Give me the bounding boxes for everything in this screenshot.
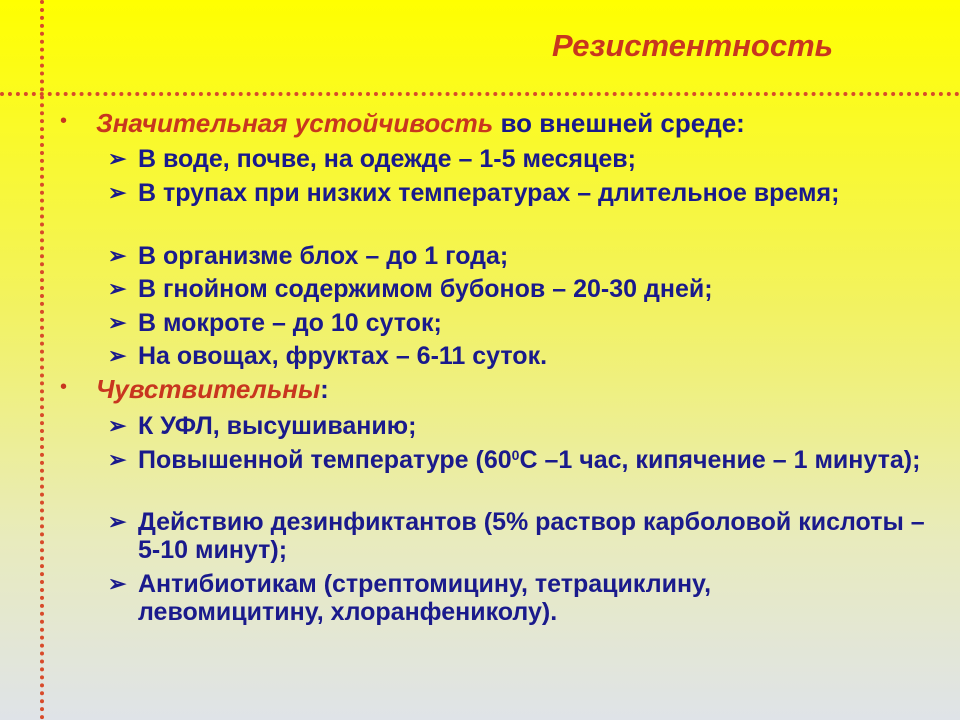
degree-superscript: 0 [511, 447, 520, 463]
arrow-bullet-icon: ➢ [108, 243, 127, 268]
list-item: В организме блох – до 1 года; [138, 242, 509, 270]
arrow-bullet-icon: ➢ [108, 180, 127, 205]
vertical-dotted-line [40, 0, 44, 720]
heading-emphasis: Чувствительны [96, 374, 321, 404]
arrow-bullet-icon: ➢ [108, 509, 127, 534]
heading-rest: во внешней среде: [493, 108, 745, 138]
temp-text-after: С –1 час, кипячение – 1 минута); [519, 446, 921, 474]
bullet-icon: • [60, 110, 68, 132]
heading-emphasis: Значительная устойчивость [96, 108, 494, 138]
list-item: К УФЛ, высушиванию; [138, 412, 417, 440]
list-item: В мокроте – до 10 суток; [138, 309, 442, 337]
list-item: Антибиотикам (стрептомицину, тетрациклину, левомицитину, хлоранфениколу). [138, 570, 712, 626]
list-item: В гнойном содержимом бубонов – 20-30 дней; [138, 275, 713, 303]
section-heading-sensitivity [96, 374, 329, 404]
list-item: Действию дезинфиктантов (5% раствор карболовой кислоты – 5-10 минут); [138, 508, 925, 564]
list-item: В воде, почве, на одежде – 1-5 месяцев; [138, 145, 636, 173]
bullet-icon: • [60, 376, 68, 398]
list-item: В трупах при низких температурах – длительное время; [138, 179, 840, 207]
list-item: На овощах, фруктах – 6-11 суток. [138, 342, 548, 370]
list-item [138, 446, 938, 474]
arrow-bullet-icon: ➢ [108, 276, 127, 301]
horizontal-dotted-line [0, 92, 960, 96]
arrow-bullet-icon: ➢ [108, 447, 127, 472]
heading-rest: : [320, 374, 329, 404]
arrow-bullet-icon: ➢ [108, 413, 127, 438]
arrow-bullet-icon: ➢ [108, 146, 127, 171]
section-heading-resistance [96, 108, 745, 138]
arrow-bullet-icon: ➢ [108, 310, 127, 335]
arrow-bullet-icon: ➢ [108, 571, 127, 596]
arrow-bullet-icon: ➢ [108, 343, 127, 368]
slide-title: Резистентность [552, 28, 834, 63]
temp-text-before: Повышенной температуре (60 [138, 446, 512, 474]
